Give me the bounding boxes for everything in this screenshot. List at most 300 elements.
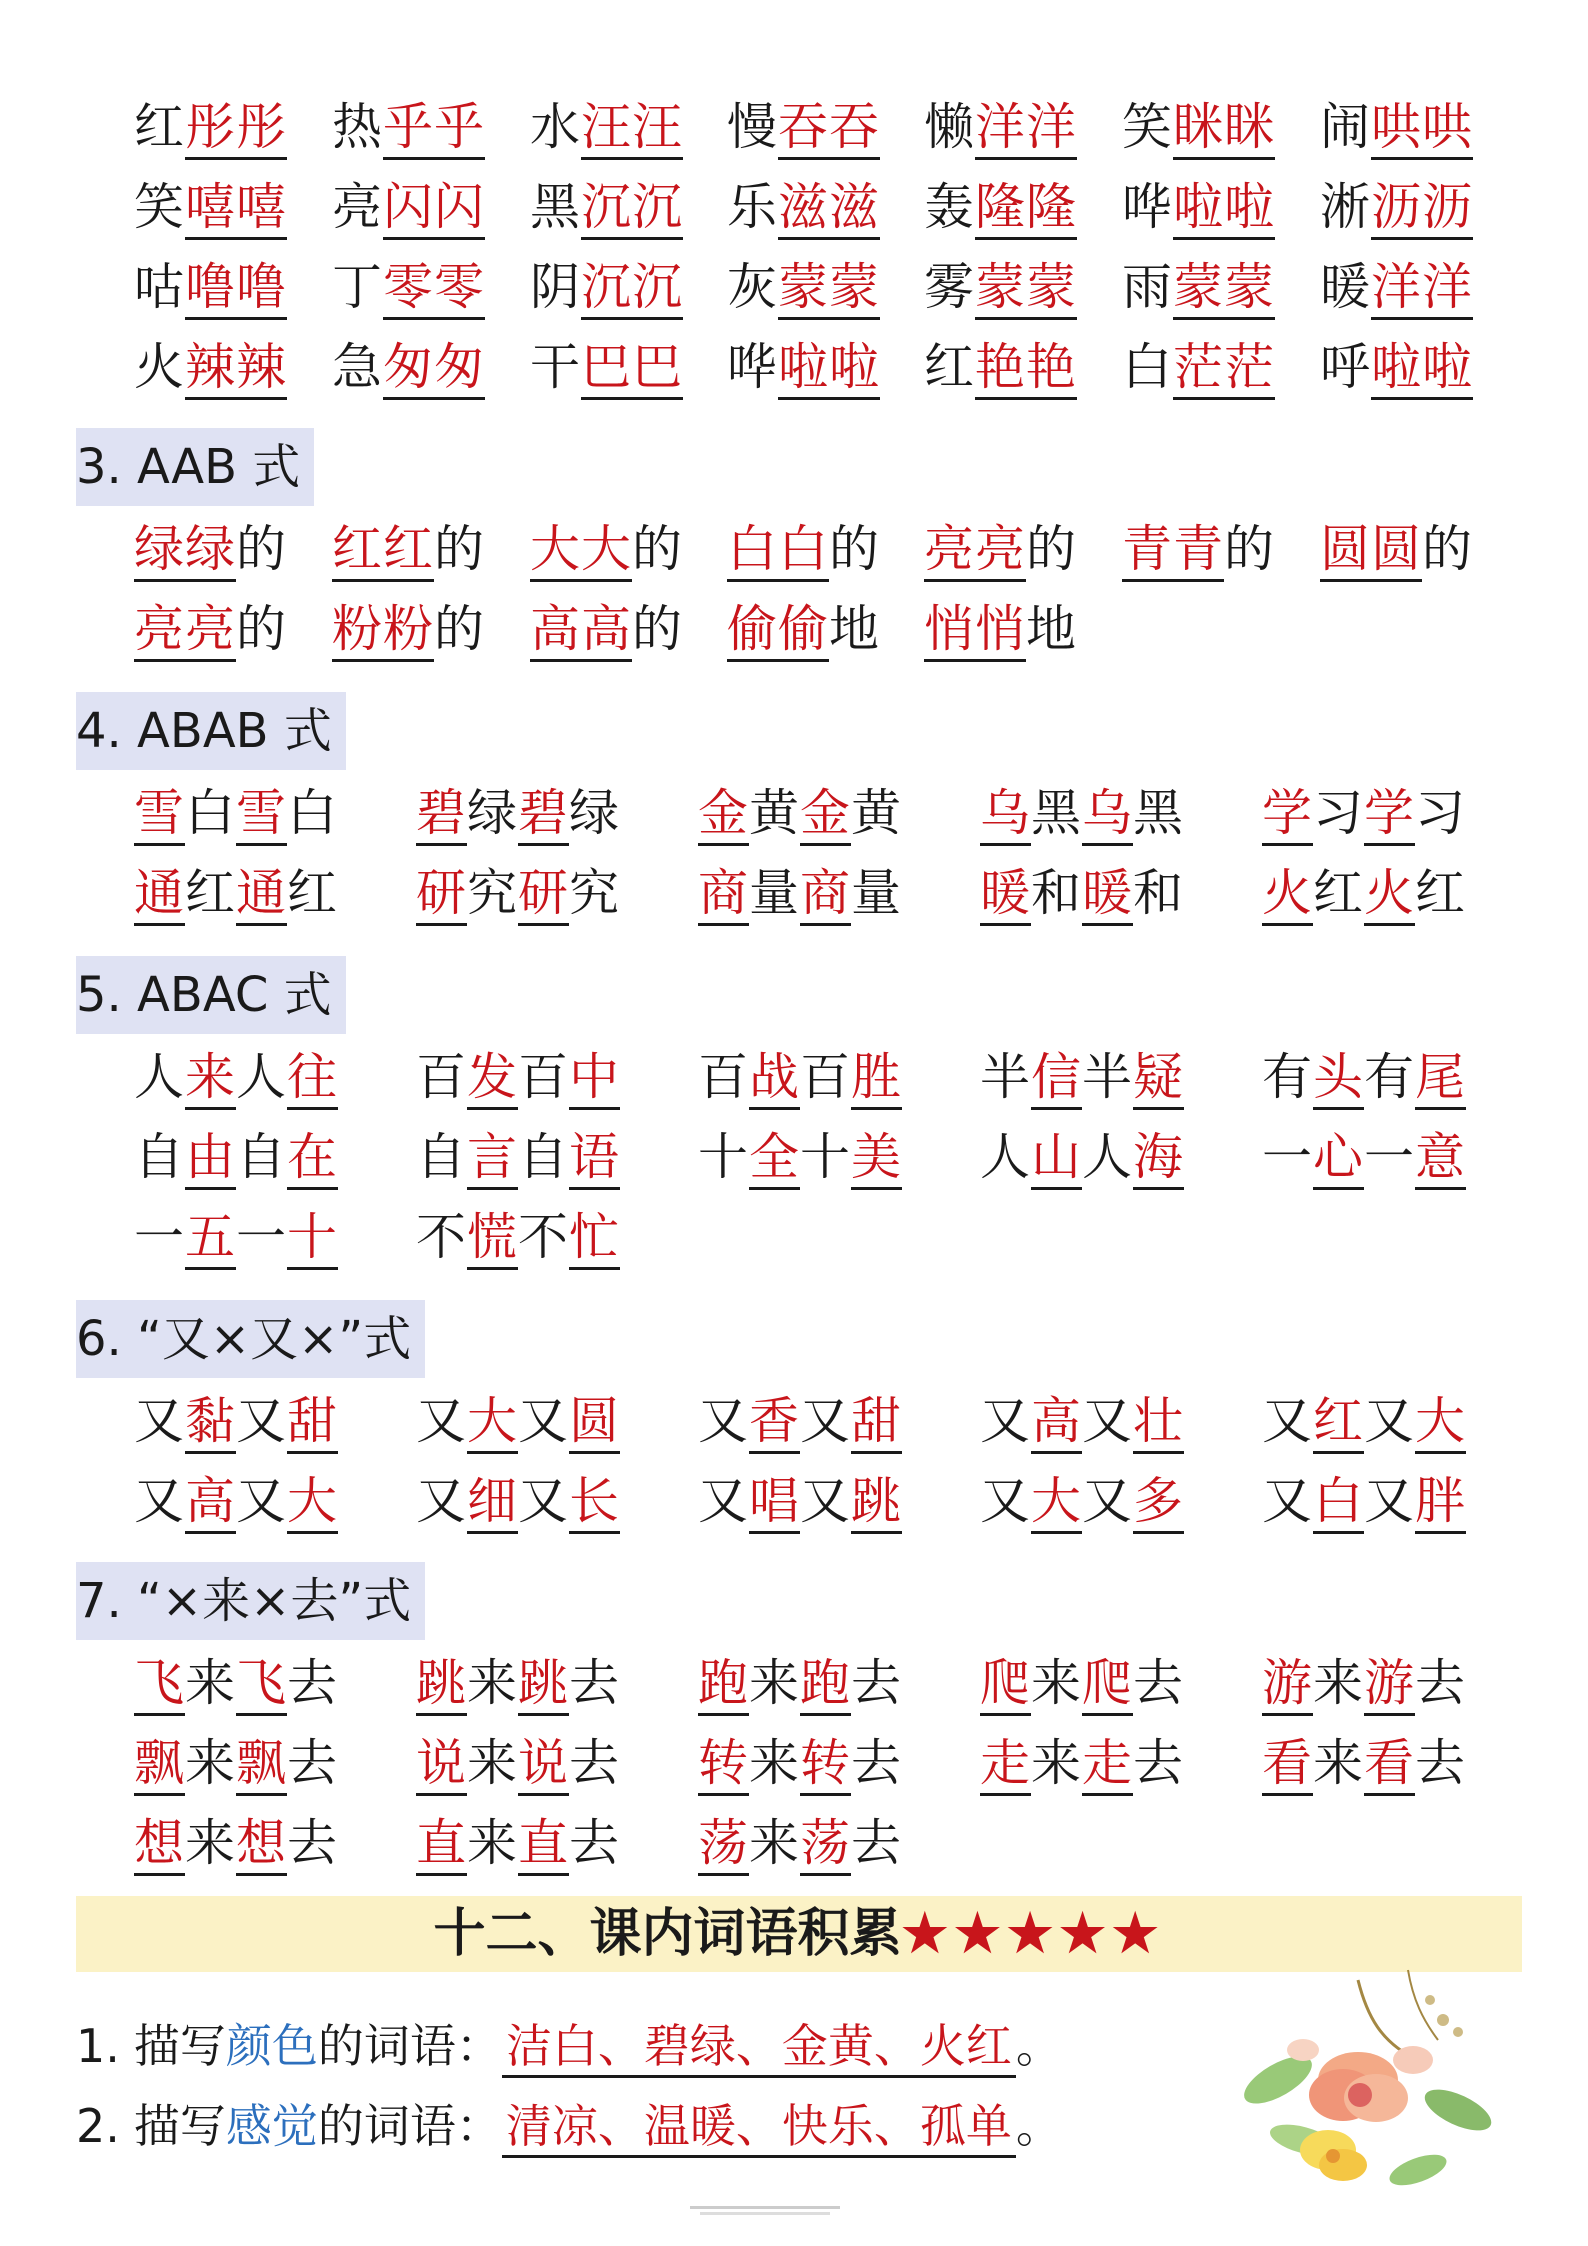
highlighted-char: 蒙蒙 <box>1173 258 1275 320</box>
highlighted-char: 荡 <box>698 1814 749 1876</box>
plain-char: 又 <box>416 1392 467 1450</box>
plain-char: 习 <box>1313 784 1364 842</box>
abac-word <box>416 1042 620 1112</box>
plain-char: 半 <box>1082 1048 1133 1106</box>
plain-char: 来 <box>749 1654 800 1712</box>
plain-char: 去 <box>1133 1734 1184 1792</box>
abb-word <box>134 252 287 322</box>
highlighted-char: 五 <box>185 1208 236 1270</box>
plain-char: 有 <box>1364 1048 1415 1106</box>
plain-char: 红 <box>924 338 975 396</box>
word-row <box>0 1386 1588 1456</box>
plain-char: 又 <box>1262 1472 1313 1530</box>
plain-char: 红 <box>185 864 236 922</box>
abab-word <box>134 778 338 848</box>
highlighted-char: 闪闪 <box>383 178 485 240</box>
highlighted-char: 圆 <box>569 1392 620 1454</box>
highlighted-char: 语 <box>569 1128 620 1190</box>
plain-char: 人 <box>980 1128 1031 1186</box>
highlighted-char: 大 <box>287 1472 338 1534</box>
highlighted-char: 大大 <box>530 520 632 582</box>
highlighted-char: 疑 <box>1133 1048 1184 1110</box>
highlighted-char: 蒙蒙 <box>975 258 1077 320</box>
plain-char: 百 <box>518 1048 569 1106</box>
x-lai-x-qu-word <box>698 1728 902 1798</box>
abab-word <box>980 778 1184 848</box>
footer-decoration-icon <box>690 2204 840 2220</box>
highlighted-char: 红 <box>1313 1392 1364 1454</box>
abac-word <box>416 1202 620 1272</box>
plain-char: 笑 <box>134 178 185 236</box>
highlighted-char: 雪 <box>134 784 185 846</box>
plain-char: 去 <box>287 1734 338 1792</box>
highlighted-char: 沥沥 <box>1371 178 1473 240</box>
plain-char: 乐 <box>727 178 778 236</box>
plain-char: 又 <box>518 1472 569 1530</box>
highlighted-char: 商 <box>800 864 851 926</box>
plain-char: 来 <box>185 1734 236 1792</box>
aab-word <box>727 514 880 584</box>
highlighted-char: 全 <box>749 1128 800 1190</box>
abb-word <box>134 332 287 402</box>
plain-char: 闹 <box>1320 98 1371 156</box>
plain-char: 量 <box>851 864 902 922</box>
plain-char: 去 <box>287 1814 338 1872</box>
highlighted-char: 走 <box>1082 1734 1133 1796</box>
highlighted-char: 蒙蒙 <box>778 258 880 320</box>
plain-char: 哗 <box>727 338 778 396</box>
abb-word <box>332 92 485 162</box>
plain-char: 热 <box>332 98 383 156</box>
highlighted-char: 言 <box>467 1128 518 1190</box>
plain-char: 白 <box>1122 338 1173 396</box>
word-row <box>0 1042 1588 1112</box>
plain-char: 和 <box>1031 864 1082 922</box>
flower-decoration-icon <box>1208 1960 1508 2210</box>
highlighted-char: 吞吞 <box>778 98 880 160</box>
aab-word <box>924 594 1077 664</box>
abb-word <box>727 332 880 402</box>
abac-word <box>134 1042 338 1112</box>
plain-char: 来 <box>185 1814 236 1872</box>
plain-char: 又 <box>1262 1392 1313 1450</box>
you-x-you-x-word <box>134 1386 338 1456</box>
plain-char: 一 <box>1262 1128 1313 1186</box>
x-lai-x-qu-word <box>416 1728 620 1798</box>
word-row <box>0 594 1588 664</box>
aab-word <box>924 514 1077 584</box>
plain-char: 干 <box>530 338 581 396</box>
highlighted-char: 跳 <box>416 1654 467 1716</box>
highlighted-char: 沉沉 <box>581 178 683 240</box>
x-lai-x-qu-word <box>416 1808 620 1878</box>
you-x-you-x-word <box>416 1466 620 1536</box>
word-row <box>0 1648 1588 1718</box>
category-text: 感觉 <box>225 2099 318 2153</box>
aab-word <box>332 594 485 664</box>
plain-char: 又 <box>134 1472 185 1530</box>
aab-word <box>530 594 683 664</box>
highlighted-char: 粉粉 <box>332 600 434 662</box>
x-lai-x-qu-word <box>1262 1728 1466 1798</box>
highlighted-char: 研 <box>518 864 569 926</box>
highlighted-char: 绿绿 <box>134 520 236 582</box>
highlighted-char: 转 <box>800 1734 851 1796</box>
x-lai-x-qu-word <box>134 1648 338 1718</box>
highlighted-char: 通 <box>134 864 185 926</box>
abb-word <box>924 332 1077 402</box>
plain-char: 又 <box>1082 1472 1133 1530</box>
plain-char: 来 <box>1313 1734 1364 1792</box>
plain-char: 不 <box>416 1208 467 1266</box>
highlighted-char: 啦啦 <box>778 338 880 400</box>
highlighted-char: 说 <box>416 1734 467 1796</box>
highlighted-char: 飞 <box>236 1654 287 1716</box>
highlighted-char: 高高 <box>530 600 632 662</box>
abac-word <box>1262 1042 1466 1112</box>
highlighted-char: 看 <box>1262 1734 1313 1796</box>
plain-char: 又 <box>1082 1392 1133 1450</box>
abb-word <box>134 92 287 162</box>
plain-char: 黑 <box>1133 784 1184 842</box>
plain-char: 阴 <box>530 258 581 316</box>
x-lai-x-qu-word <box>698 1808 902 1878</box>
highlighted-char: 转 <box>698 1734 749 1796</box>
highlighted-char: 走 <box>980 1734 1031 1796</box>
abb-word <box>727 252 880 322</box>
highlighted-char: 巴巴 <box>581 338 683 400</box>
highlighted-char: 跳 <box>518 1654 569 1716</box>
highlighted-char: 嘻嘻 <box>185 178 287 240</box>
abb-word <box>1122 92 1275 162</box>
description-line <box>76 2088 1062 2164</box>
plain-char: 又 <box>236 1472 287 1530</box>
plain-char: 的 <box>632 600 683 658</box>
plain-char: 又 <box>698 1472 749 1530</box>
you-x-you-x-word <box>1262 1386 1466 1456</box>
plain-char: 去 <box>569 1734 620 1792</box>
section-5-heading: 5. ABAC 式 <box>76 956 346 1034</box>
highlighted-char: 碧 <box>416 784 467 846</box>
plain-char: 的 <box>1422 520 1473 578</box>
highlighted-char: 跑 <box>800 1654 851 1716</box>
section-3-heading: 3. AAB 式 <box>76 428 314 506</box>
plain-char: 来 <box>1031 1654 1082 1712</box>
abb-word <box>332 172 485 242</box>
plain-char: 红 <box>1313 864 1364 922</box>
you-x-you-x-word <box>1262 1466 1466 1536</box>
highlighted-char: 研 <box>416 864 467 926</box>
highlighted-char: 沉沉 <box>581 258 683 320</box>
plain-char: 去 <box>287 1654 338 1712</box>
plain-char: 的 <box>434 520 485 578</box>
plain-char: 丁 <box>332 258 383 316</box>
highlighted-char: 壮 <box>1133 1392 1184 1454</box>
plain-char: 绿 <box>569 784 620 842</box>
abab-word <box>980 858 1184 928</box>
highlighted-char: 暖 <box>980 864 1031 926</box>
abac-word <box>980 1122 1184 1192</box>
aab-word <box>332 514 485 584</box>
plain-char: 人 <box>1082 1128 1133 1186</box>
plain-char: 的 <box>829 520 880 578</box>
plain-char: 的 <box>434 600 485 658</box>
plain-char: 地 <box>829 600 880 658</box>
plain-char: 百 <box>698 1048 749 1106</box>
highlighted-char: 胜 <box>851 1048 902 1110</box>
abb-word <box>1122 252 1275 322</box>
plain-char: 去 <box>1133 1654 1184 1712</box>
highlighted-char: 发 <box>467 1048 518 1110</box>
highlighted-char: 滋滋 <box>778 178 880 240</box>
highlighted-char: 雪 <box>236 784 287 846</box>
highlighted-char: 信 <box>1031 1048 1082 1110</box>
you-x-you-x-word <box>980 1466 1184 1536</box>
highlighted-char: 哄哄 <box>1371 98 1473 160</box>
highlighted-char: 美 <box>851 1128 902 1190</box>
plain-char: 和 <box>1133 864 1184 922</box>
plain-char: 慢 <box>727 98 778 156</box>
section-6-heading: 6. “又×又×”式 <box>76 1300 425 1378</box>
plain-char: 又 <box>980 1392 1031 1450</box>
highlighted-char: 火 <box>1364 864 1415 926</box>
plain-char: 红 <box>1415 864 1466 922</box>
rating-stars: ★★★★★ <box>901 1903 1165 1964</box>
highlighted-char: 甜 <box>851 1392 902 1454</box>
aab-word <box>1122 514 1275 584</box>
abb-word <box>530 252 683 322</box>
word-row <box>0 172 1588 242</box>
section-4-heading: 4. ABAB 式 <box>76 692 346 770</box>
highlighted-char: 亮亮 <box>924 520 1026 582</box>
highlighted-char: 胖 <box>1415 1472 1466 1534</box>
highlighted-char: 碧 <box>518 784 569 846</box>
plain-char: 去 <box>1415 1654 1466 1712</box>
highlighted-char: 慌 <box>467 1208 518 1270</box>
highlighted-char: 看 <box>1364 1734 1415 1796</box>
section-7-heading: 7. “×来×去”式 <box>76 1562 425 1640</box>
highlighted-char: 心 <box>1313 1128 1364 1190</box>
abb-word <box>1320 332 1473 402</box>
abb-word <box>727 172 880 242</box>
highlighted-char: 高 <box>185 1472 236 1534</box>
highlighted-char: 意 <box>1415 1128 1466 1190</box>
highlighted-char: 唱 <box>749 1472 800 1534</box>
plain-char: 去 <box>569 1814 620 1872</box>
abb-word <box>1320 252 1473 322</box>
plain-char: 又 <box>800 1472 851 1530</box>
abb-word <box>1320 92 1473 162</box>
plain-char: 的 <box>632 520 683 578</box>
highlighted-char: 眯眯 <box>1173 98 1275 160</box>
plain-char: 一 <box>236 1208 287 1266</box>
highlighted-char: 金 <box>698 784 749 846</box>
plain-char: 黑 <box>530 178 581 236</box>
highlighted-char: 尾 <box>1415 1048 1466 1110</box>
highlighted-char: 乎乎 <box>383 98 485 160</box>
description-line <box>76 2008 1062 2084</box>
highlighted-char: 洋洋 <box>1371 258 1473 320</box>
highlighted-char: 长 <box>569 1472 620 1534</box>
highlighted-char: 洋洋 <box>975 98 1077 160</box>
plain-char: 又 <box>1364 1472 1415 1530</box>
plain-char: 的 <box>236 600 287 658</box>
x-lai-x-qu-word <box>980 1728 1184 1798</box>
highlighted-char: 大 <box>1031 1472 1082 1534</box>
plain-char: 来 <box>749 1734 800 1792</box>
abb-word <box>530 332 683 402</box>
plain-char: 暖 <box>1320 258 1371 316</box>
item-number: 2. <box>76 2099 120 2153</box>
highlighted-char: 啦啦 <box>1371 338 1473 400</box>
plain-char: 黑 <box>1031 784 1082 842</box>
highlighted-char: 多 <box>1133 1472 1184 1534</box>
plain-char: 又 <box>134 1392 185 1450</box>
you-x-you-x-word <box>698 1466 902 1536</box>
highlighted-char: 红红 <box>332 520 434 582</box>
plain-char: 一 <box>1364 1128 1415 1186</box>
abab-word <box>1262 778 1466 848</box>
plain-char: 的 <box>1224 520 1275 578</box>
word-row <box>0 1808 1588 1878</box>
aab-word <box>134 594 287 664</box>
plain-char: 笑 <box>1122 98 1173 156</box>
word-row <box>0 332 1588 402</box>
highlighted-char: 跳 <box>851 1472 902 1534</box>
plain-char: 又 <box>800 1392 851 1450</box>
x-lai-x-qu-word <box>134 1728 338 1798</box>
plain-char: 半 <box>980 1048 1031 1106</box>
plain-char: 习 <box>1415 784 1466 842</box>
plain-char: 红 <box>134 98 185 156</box>
answer-text: 洁白、碧绿、金黄、火红 <box>502 2019 1016 2078</box>
abb-word <box>530 92 683 162</box>
item-number: 1. <box>76 2019 120 2073</box>
abac-word <box>698 1042 902 1112</box>
abb-word <box>1122 332 1275 402</box>
x-lai-x-qu-word <box>1262 1648 1466 1718</box>
plain-char: 又 <box>698 1392 749 1450</box>
highlighted-char: 高 <box>1031 1392 1082 1454</box>
abac-word <box>134 1202 338 1272</box>
plain-char: 来 <box>749 1814 800 1872</box>
highlighted-char: 啦啦 <box>1173 178 1275 240</box>
word-row <box>0 1466 1588 1536</box>
plain-char: 量 <box>749 864 800 922</box>
word-row <box>0 1122 1588 1192</box>
plain-char: 又 <box>236 1392 287 1450</box>
highlighted-char: 黏 <box>185 1392 236 1454</box>
highlighted-char: 战 <box>749 1048 800 1110</box>
abb-word <box>134 172 287 242</box>
plain-char: 人 <box>134 1048 185 1106</box>
plain-char: 又 <box>518 1392 569 1450</box>
abb-word <box>530 172 683 242</box>
plain-char: 火 <box>134 338 185 396</box>
abb-word <box>332 252 485 322</box>
highlighted-char: 隆隆 <box>975 178 1077 240</box>
highlighted-char: 来 <box>185 1048 236 1110</box>
highlighted-char: 匆匆 <box>383 338 485 400</box>
you-x-you-x-word <box>980 1386 1184 1456</box>
highlighted-char: 飘 <box>134 1734 185 1796</box>
abab-word <box>698 858 902 928</box>
abb-word <box>924 172 1077 242</box>
category-text: 颜色 <box>225 2019 318 2073</box>
plain-char: 来 <box>1313 1654 1364 1712</box>
plain-char: 地 <box>1026 600 1077 658</box>
highlighted-char: 学 <box>1364 784 1415 846</box>
aab-word <box>530 514 683 584</box>
highlighted-char: 偷偷 <box>727 600 829 662</box>
plain-char: 百 <box>416 1048 467 1106</box>
abab-word <box>1262 858 1466 928</box>
chapter-title: 十二、课内词语积累 <box>433 1903 902 1964</box>
abab-word <box>416 858 620 928</box>
abab-word <box>416 778 620 848</box>
prefix-text: 描写 <box>133 2099 226 2153</box>
highlighted-char: 山 <box>1031 1128 1082 1190</box>
highlighted-char: 忙 <box>569 1208 620 1270</box>
plain-char: 来 <box>467 1814 518 1872</box>
highlighted-char: 零零 <box>383 258 485 320</box>
plain-char: 咕 <box>134 258 185 316</box>
highlighted-char: 通 <box>236 864 287 926</box>
plain-char: 自 <box>236 1128 287 1186</box>
highlighted-char: 商 <box>698 864 749 926</box>
plain-char: 轰 <box>924 178 975 236</box>
suffix-text: 的词语： <box>317 2019 502 2073</box>
highlighted-char: 茫茫 <box>1173 338 1275 400</box>
highlighted-char: 亮亮 <box>134 600 236 662</box>
plain-char: 去 <box>569 1654 620 1712</box>
word-row <box>0 252 1588 322</box>
you-x-you-x-word <box>416 1386 620 1456</box>
plain-char: 去 <box>851 1814 902 1872</box>
highlighted-char: 青青 <box>1122 520 1224 582</box>
plain-char: 一 <box>134 1208 185 1266</box>
plain-char: 黄 <box>749 784 800 842</box>
plain-char: 自 <box>518 1128 569 1186</box>
highlighted-char: 圆圆 <box>1320 520 1422 582</box>
plain-char: 去 <box>851 1654 902 1712</box>
end-punctuation: 。 <box>1015 2019 1062 2073</box>
highlighted-char: 艳艳 <box>975 338 1077 400</box>
highlighted-char: 爬 <box>980 1654 1031 1716</box>
suffix-text: 的词语： <box>317 2099 502 2153</box>
plain-char: 又 <box>416 1472 467 1530</box>
plain-char: 十 <box>800 1128 851 1186</box>
highlighted-char: 头 <box>1313 1048 1364 1110</box>
abb-word <box>1122 172 1275 242</box>
plain-char: 雾 <box>924 258 975 316</box>
highlighted-char: 学 <box>1262 784 1313 846</box>
highlighted-char: 直 <box>416 1814 467 1876</box>
highlighted-char: 在 <box>287 1128 338 1190</box>
plain-char: 红 <box>287 864 338 922</box>
plain-char: 来 <box>1031 1734 1082 1792</box>
aab-word <box>727 594 880 664</box>
highlighted-char: 飘 <box>236 1734 287 1796</box>
plain-char: 十 <box>698 1128 749 1186</box>
abb-word <box>924 92 1077 162</box>
plain-char: 有 <box>1262 1048 1313 1106</box>
abac-word <box>980 1042 1184 1112</box>
x-lai-x-qu-word <box>698 1648 902 1718</box>
plain-char: 绿 <box>467 784 518 842</box>
highlighted-char: 悄悄 <box>924 600 1026 662</box>
highlighted-char: 跑 <box>698 1654 749 1716</box>
